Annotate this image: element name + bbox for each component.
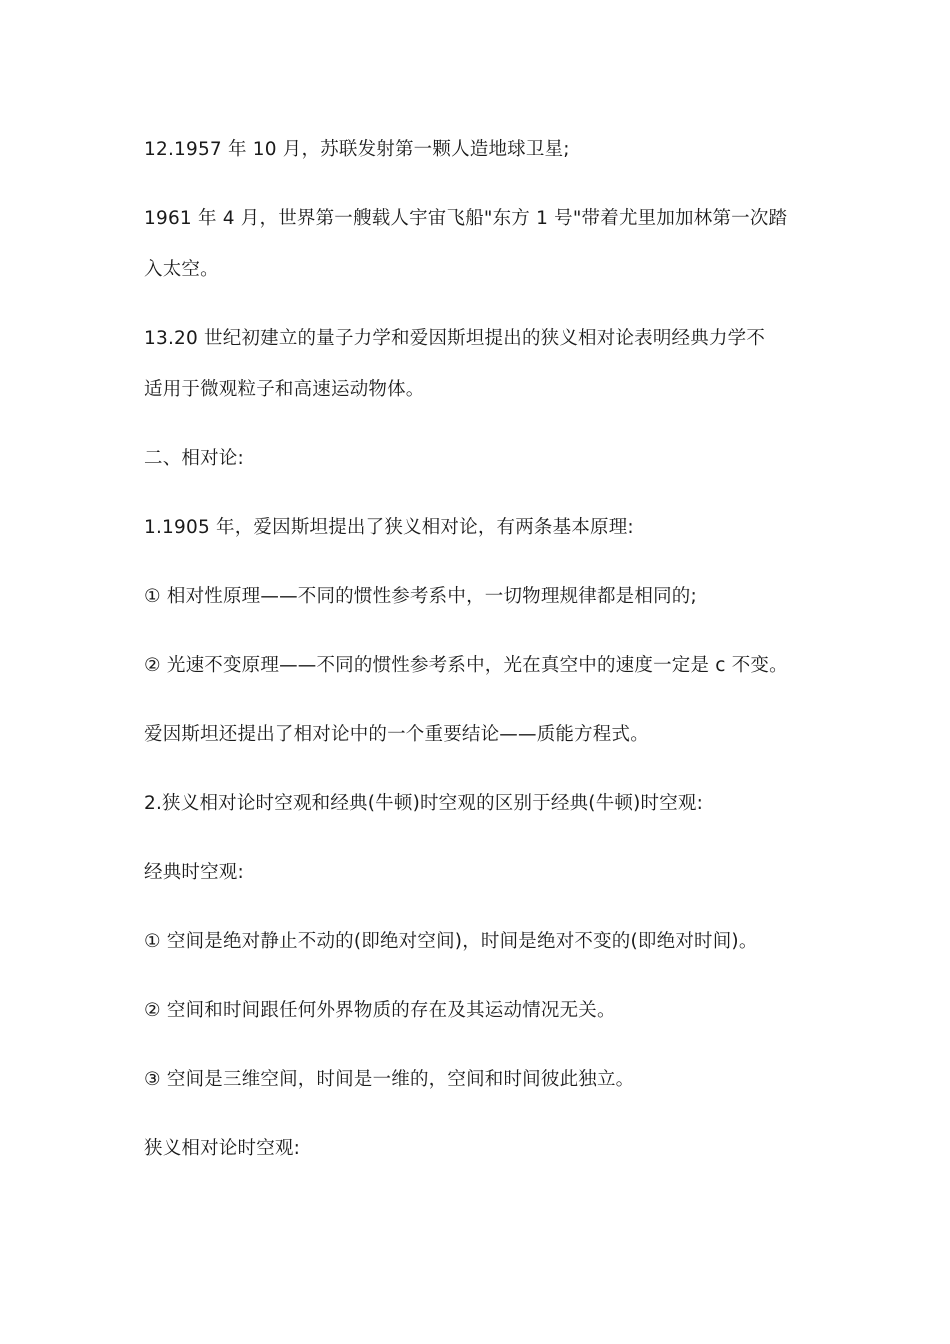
paragraph-13-line-1: 13.20 世纪初建立的量子力学和爱因斯坦提出的狭义相对论表明经典力学不 (144, 328, 766, 349)
paragraph-mass-energy: 爱因斯坦还提出了相对论中的一个重要结论——质能方程式。 (144, 724, 649, 745)
section-heading-relativity: 二、相对论: (144, 448, 244, 469)
principle-light-speed: ② 光速不变原理——不同的惯性参考系中，光在真空中的速度一定是 c 不变。 (144, 655, 788, 676)
classical-point-2: ② 空间和时间跟任何外界物质的存在及其运动情况无关。 (144, 1000, 616, 1021)
subheading-classical-spacetime: 经典时空观: (144, 862, 244, 883)
classical-point-1: ① 空间是绝对静止不动的(即绝对空间)，时间是绝对不变的(即绝对时间)。 (144, 931, 758, 952)
principle-relativity: ① 相对性原理——不同的惯性参考系中，一切物理规律都是相同的; (144, 586, 697, 607)
paragraph-13-line-2: 适用于微观粒子和高速运动物体。 (144, 379, 425, 400)
classical-point-3: ③ 空间是三维空间，时间是一维的，空间和时间彼此独立。 (144, 1069, 635, 1090)
paragraph-spacetime-comparison: 2.狭义相对论时空观和经典(牛顿)时空观的区别于经典(牛顿)时空观: (144, 793, 704, 814)
paragraph-12-line-1: 12.1957 年 10 月，苏联发射第一颗人造地球卫星; (144, 139, 570, 160)
paragraph-1961-line-2: 入太空。 (144, 259, 219, 280)
paragraph-1905: 1.1905 年，爱因斯坦提出了狭义相对论，有两条基本原理: (144, 517, 634, 538)
subheading-special-relativity-spacetime: 狭义相对论时空观: (144, 1138, 301, 1159)
paragraph-1961-line-1: 1961 年 4 月，世界第一艘载人宇宙飞船"东方 1 号"带着尤里加加林第一次踏 (144, 208, 788, 229)
